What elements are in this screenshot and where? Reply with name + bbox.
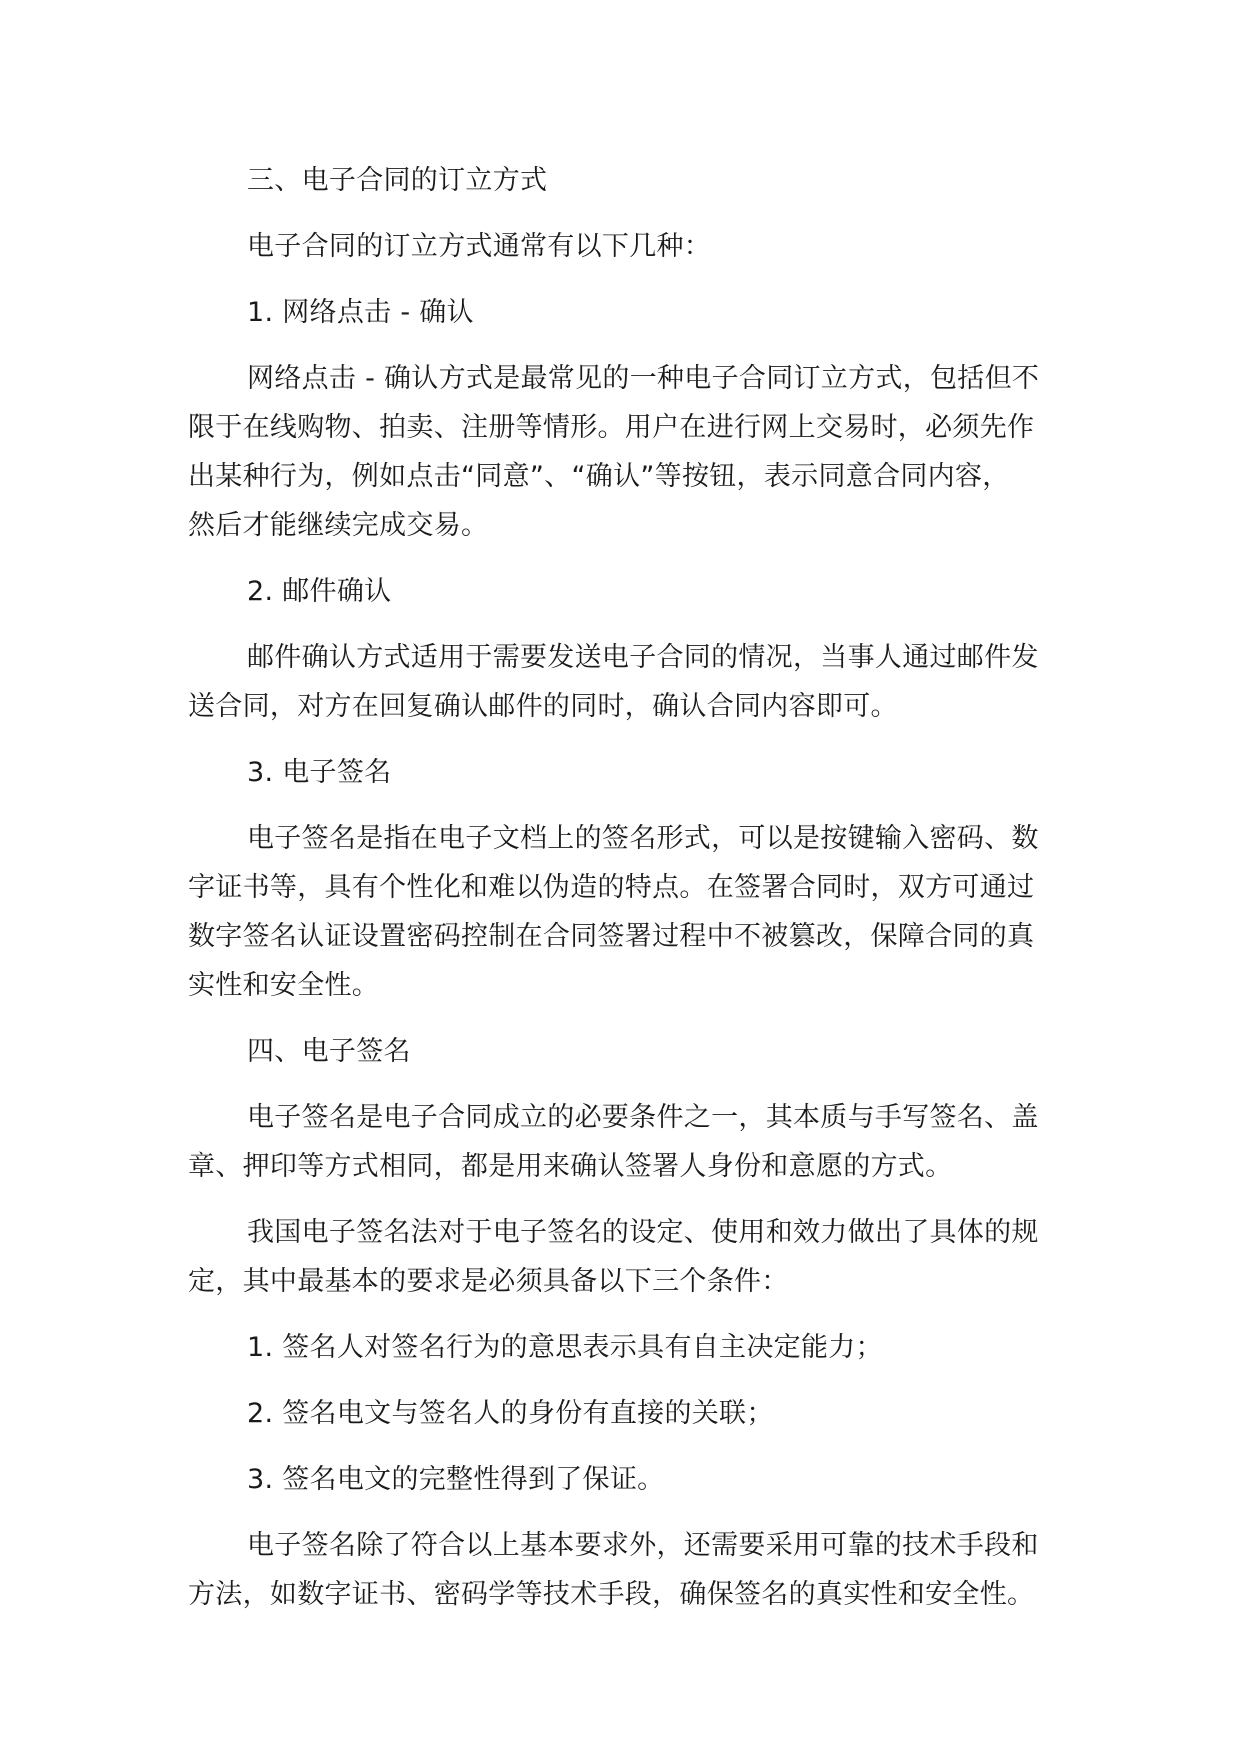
section-heading-4: 四、电子签名	[247, 1036, 411, 1067]
condition-item-1: 1. 签名人对签名行为的意思表示具有自主决定能力；	[247, 1332, 883, 1363]
text-line: 章、押印等方式相同，都是用来确认签署人身份和意愿的方式。	[188, 1151, 953, 1182]
item-title-email-confirm: 2. 邮件确认	[247, 576, 392, 607]
text-line: 实性和安全性。	[188, 970, 380, 1001]
text-line: 电子签名除了符合以上基本要求外，还需要采用可靠的技术手段和	[247, 1530, 1039, 1561]
section-heading-3: 三、电子合同的订立方式	[247, 165, 548, 196]
text-line: 字证书等，具有个性化和难以伪造的特点。在签署合同时，双方可通过	[188, 872, 1035, 903]
item-title-click-confirm: 1. 网络点击 - 确认	[247, 297, 474, 328]
condition-item-2: 2. 签名电文与签名人的身份有直接的关联；	[247, 1398, 774, 1429]
text-line: 定，其中最基本的要求是必须具备以下三个条件：	[188, 1266, 789, 1297]
section-intro: 电子合同的订立方式通常有以下几种：	[247, 231, 712, 262]
text-line: 然后才能继续完成交易。	[188, 510, 489, 541]
text-line: 电子签名是电子合同成立的必要条件之一，其本质与手写签名、盖	[247, 1102, 1039, 1133]
item-body-click-confirm	[188, 354, 1068, 550]
text-line: 邮件确认方式适用于需要发送电子合同的情况，当事人通过邮件发	[247, 642, 1039, 673]
item-body-e-signature	[188, 814, 1068, 1010]
text-line: 出某种行为，例如点击“同意”、“确认”等按钮，表示同意合同内容，	[188, 461, 1010, 492]
text-line: 限于在线购物、拍卖、注册等情形。用户在进行网上交易时，必须先作	[188, 412, 1035, 443]
signature-paragraph-2	[188, 1208, 1068, 1306]
text-line: 方法，如数字证书、密码学等技术手段，确保签名的真实性和安全性。	[188, 1579, 1035, 1610]
condition-item-3: 3. 签名电文的完整性得到了保证。	[247, 1464, 665, 1495]
document-body	[188, 156, 1068, 1619]
text-line: 电子签名是指在电子文档上的签名形式，可以是按键输入密码、数	[247, 823, 1039, 854]
signature-paragraph-1	[188, 1093, 1068, 1191]
item-title-e-signature: 3. 电子签名	[247, 757, 392, 788]
text-line: 网络点击 - 确认方式是最常见的一种电子合同订立方式，包括但不	[247, 363, 1040, 394]
signature-paragraph-3	[188, 1521, 1068, 1619]
text-line: 我国电子签名法对于电子签名的设定、使用和效力做出了具体的规	[247, 1217, 1039, 1248]
text-line: 数字签名认证设置密码控制在合同签署过程中不被篡改，保障合同的真	[188, 921, 1035, 952]
text-line: 送合同，对方在回复确认邮件的同时，确认合同内容即可。	[188, 691, 898, 722]
item-body-email-confirm	[188, 633, 1068, 731]
